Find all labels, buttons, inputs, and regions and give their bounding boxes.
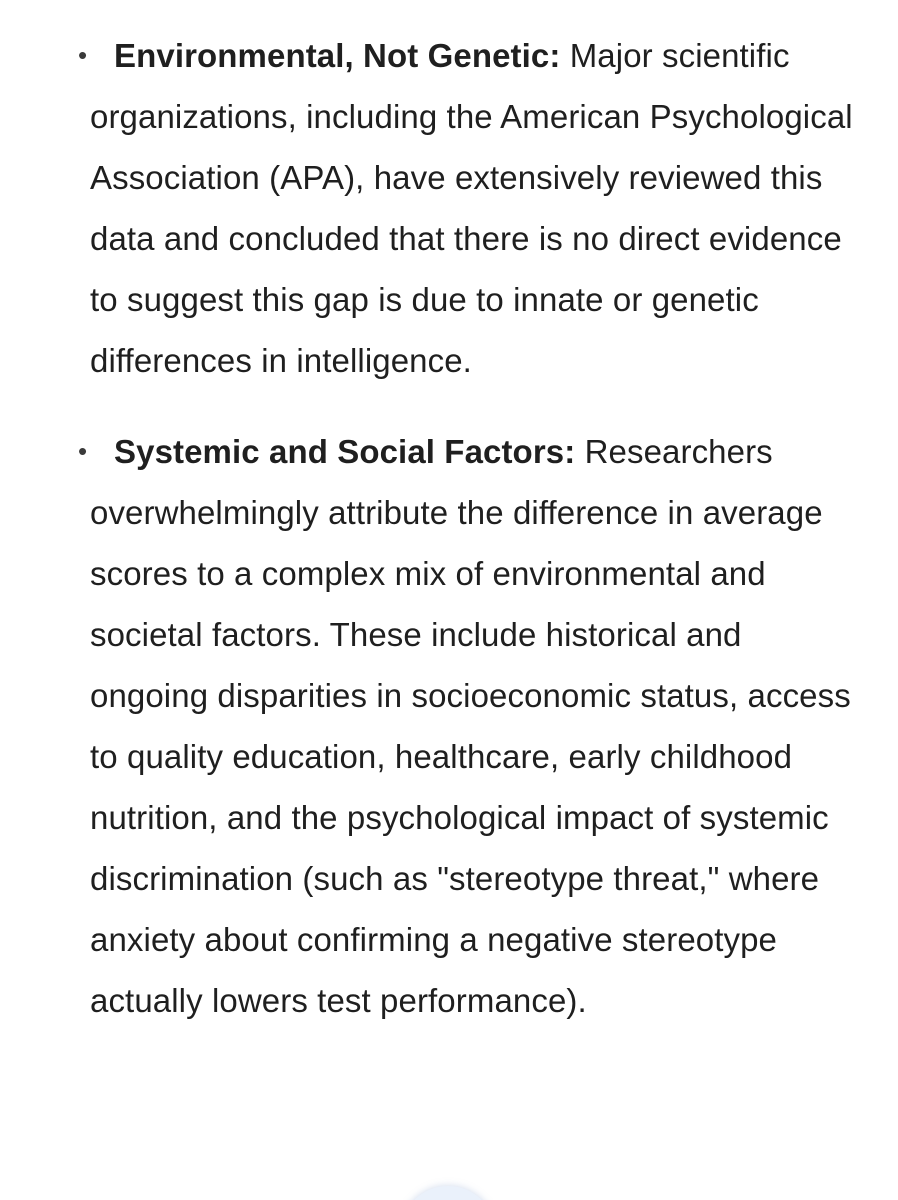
item-heading: Systemic and Social Factors: [114,433,576,470]
floating-button-edge[interactable] [400,1186,496,1200]
list-item [0,0,898,391]
item-body: Researchers overwhelmingly attribute the difference in average scores to a complex mix of environmental and societal factors. These include historical and ongoing disparities in socioeconomic status, access to quality education, healthcare, early childhood nutrition, and the psychological impact of systemic discrimination (such as "stereotype threat," where anxiety about confirming a negative stereotype actually lowers test performance). [90,433,851,1019]
item-body: Major scientific organizations, including the American Psychological Association (APA), have extensively reviewed this data and concluded that there is no direct evidence to suggest this gap is due to innate or genetic differences in intelligence. [90,37,853,379]
bullet-marker: • [78,40,88,70]
list-item-text [0,421,898,1031]
bullet-marker: • [78,436,88,466]
list-item-text [0,25,898,391]
list-item [0,421,898,1031]
item-heading: Environmental, Not Genetic: [114,37,561,74]
